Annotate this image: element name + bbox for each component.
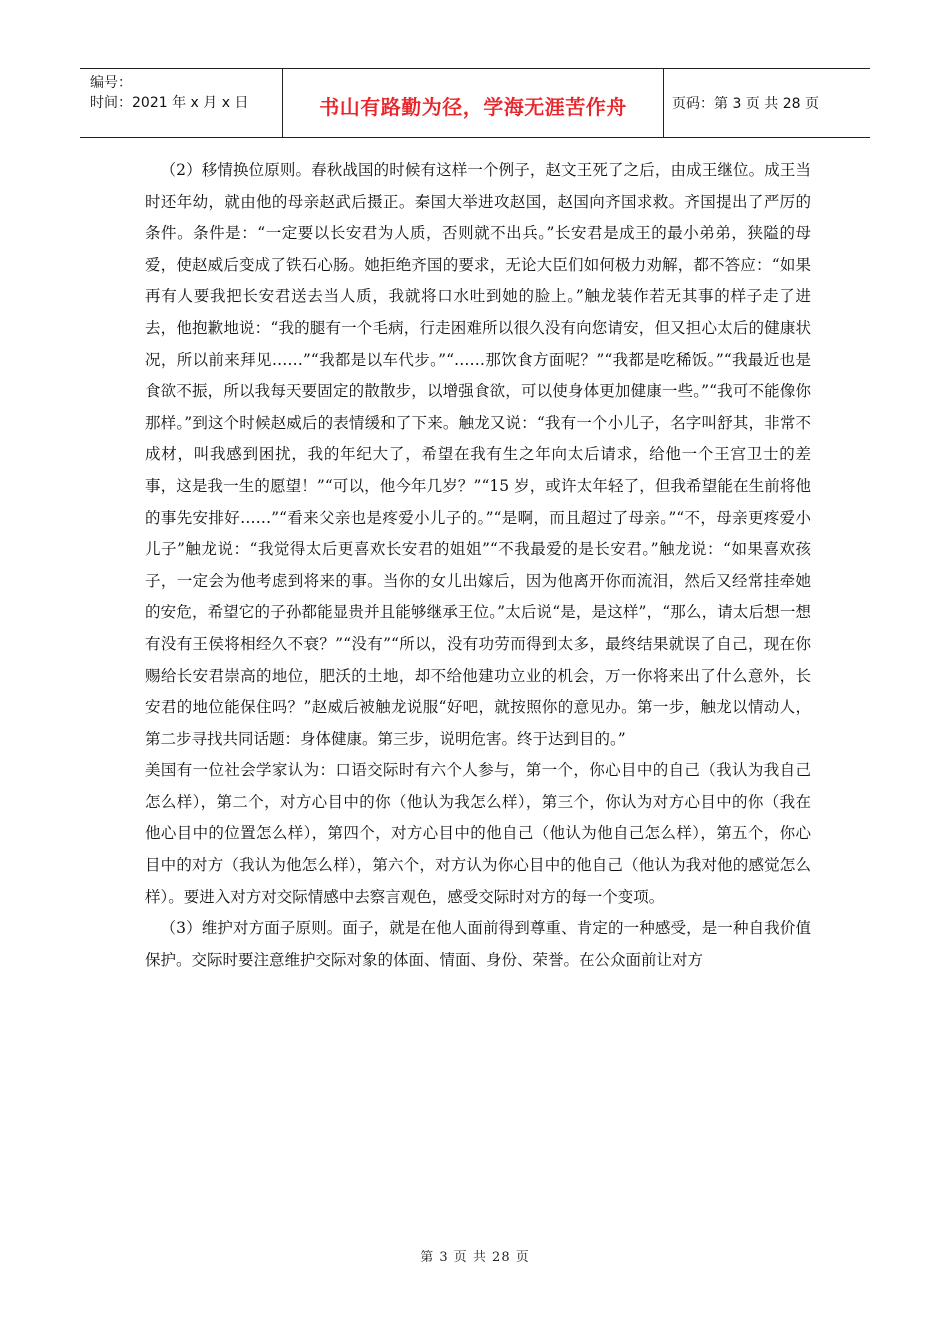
header-motto: 书山有路勤为径，学海无涯苦作舟: [283, 69, 664, 137]
paragraph-six-participants: 美国有一位社会学家认为：口语交际时有六个人参与，第一个，你心目中的自己（我认为我自己怎么样），第二个，对方心目中的你（他认为我怎么样），第三个，你认为对方心目中的你（我在他心目中的位置怎么样），第四个，对方心目中的他自己（他认为他自己怎么样），第五个，你心目中的对方（我认为他怎么样），第六个，对方认为你心目中的他自己（他认为我对他的感觉怎么样）。要进入对方对交际情感中去察言观色，感受交际时对方的每一个变项。: [145, 761, 811, 906]
paragraph-face-principle: （3）维护对方面子原则。面子，就是在他人面前得到尊重、肯定的一种感受，是一种自我价值保护。交际时要注意维护交际对象的体面、情面、身份、荣誉。在公众面前让对方: [145, 919, 811, 969]
document-number-label: 编号：: [90, 75, 132, 91]
page-footer: 第 3 页 共 28 页: [420, 1250, 530, 1265]
document-body: [145, 155, 811, 976]
document-date: 时间：2021 年 x 月 x 日: [90, 95, 249, 111]
header-page-info: 页码：第 3 页 共 28 页: [672, 96, 819, 112]
paragraph-empathy-principle: （2）移情换位原则。春秋战国的时候有这样一个例子，赵文王死了之后，由成王继位。成王当时还年幼，就由他的母亲赵武后摄正。秦国大举进攻赵国，赵国向齐国求救。齐国提出了严厉的条件。条件是：“一定要以长安君为人质，否则就不出兵。”长安君是成王的最小弟弟，狭隘的母爱，使赵威后变成了铁石心肠。她拒绝齐国的要求，无论大臣们如何极力劝解，都不答应：“如果再有人要我把长安君送去当人质，我就将口水吐到她的脸上。”触龙装作若无其事的样子走了进去，他抱歉地说：“我的腿有一个毛病，行走困难所以很久没有向您请安，但又担心太后的健康状况，所以前来拜见……”“我都是以车代步。”“……那饮食方面呢？”“我都是吃稀饭。”“我最近也是食欲不振，所以我每天要固定的散散步，以增强食欲，可以使身体更加健康一些。”“我可不能像你那样。”到这个时候赵威后的表情缓和了下来。触龙又说：“我有一个小儿子，名字叫舒其，非常不成材，叫我感到困扰，我的年纪大了，希望在我有生之年向太后请求，给他一个王宫卫士的差事，这是我一生的愿望！”“可以，他今年几岁？”“15 岁，或许太年轻了，但我希望能在生前将他的事先安排好……”“看来父亲也是疼爱小儿子的。”“是啊，而且超过了母亲。”“不，母亲更疼爱小儿子”触龙说：“我觉得太后更喜欢长安君的姐姐”“不我最爱的是长安君。”触龙说：“如果喜欢孩子，一定会为他考虑到将来的事。当你的女儿出嫁后，因为他离开你而流泪，然后又经常挂牵她的安危，希望它的子孙都能显贵并且能够继承王位。”太后说“是，是这样”，“那么，请太后想一想有没有王侯将相经久不衰？”“没有”“所以，没有功劳而得到太多，最终结果就误了自己，现在你赐给长安君崇高的地位，肥沃的土地，却不给他建功立业的机会，万一你将来出了什么意外，长安君的地位能保住吗？”赵威后被触龙说服“好吧，就按照你的意见办。第一步，触龙以情动人，第二步寻找共同话题：身体健康。第三步，说明危害。终于达到目的。”: [145, 161, 811, 748]
header-meta: [80, 69, 283, 137]
page-header: [80, 68, 870, 138]
